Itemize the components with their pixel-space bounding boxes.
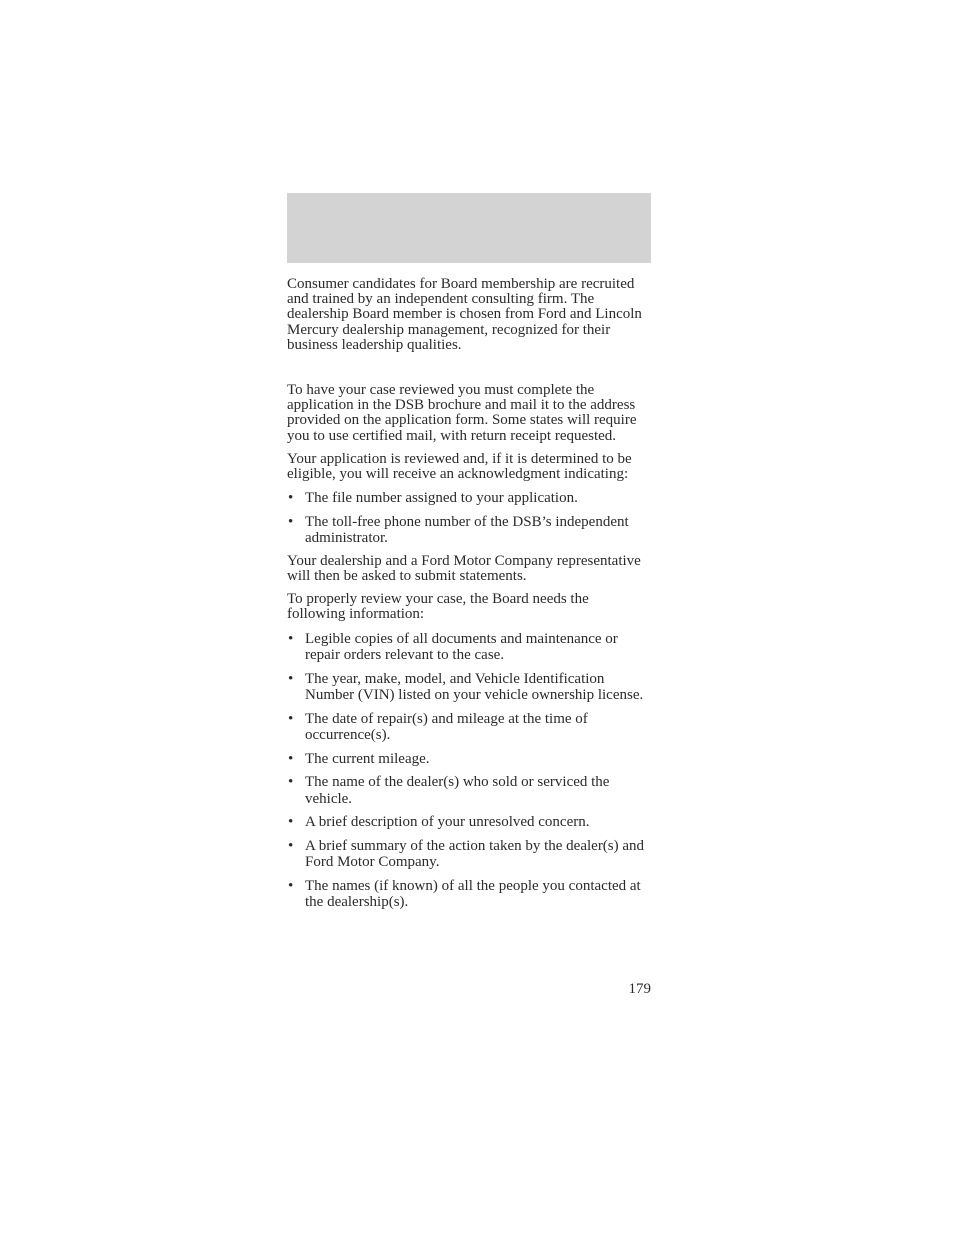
bullet-icon: • <box>288 750 294 767</box>
list-item: • The date of repair(s) and mileage at the time of occurrence(s). <box>288 710 588 744</box>
bullet-icon: • <box>288 513 294 530</box>
bullet-icon: • <box>288 837 294 854</box>
list-item: • The toll-free phone number of the DSB’s independent administrator. <box>288 513 629 547</box>
acknowledgment-list <box>287 490 649 547</box>
paragraph-case-review: To have your case reviewed you must complete the application in the DSB brochure and mail it to the address provided on the application form. Some states will require you to use certified mail, with return receipt requested. <box>287 382 637 444</box>
paragraph-application-reviewed: Your application is reviewed and, if it is determined to be eligible, you will receive an acknowledgment indicating: <box>287 450 632 483</box>
list-item: • The names (if known) of all the people you contacted at the dealership(s). <box>288 877 641 911</box>
bullet-icon: • <box>288 774 294 791</box>
list-item: • The file number assigned to your application. <box>288 490 578 507</box>
required-information-list <box>287 631 649 911</box>
list-item: • A brief description of your unresolved concern. <box>288 814 590 831</box>
paragraph-dealership-statements: Your dealership and a Ford Motor Company representative will then be asked to submit statements. <box>287 552 641 584</box>
page-number: 179 <box>628 981 651 997</box>
bullet-icon: • <box>288 814 294 831</box>
paragraph-information-needed: To properly review your case, the Board needs the following information: <box>287 591 589 623</box>
bullet-icon: • <box>288 630 294 647</box>
list-item: • The name of the dealer(s) who sold or serviced the vehicle. <box>288 774 610 807</box>
paragraph-board-membership: Consumer candidates for Board membership are recruited and trained by an independent consulting firm. The dealership Board member is chosen from Ford and Lincoln Mercury dealership management, recognized for their business leadership qualities. <box>287 276 642 353</box>
list-item: • Legible copies of all documents and maintenance or repair orders relevant to the case. <box>288 630 618 664</box>
bullet-icon: • <box>288 877 294 894</box>
list-item: • The year, make, model, and Vehicle Identification Number (VIN) listed on your vehicle ownership license. <box>288 670 644 704</box>
section-header-band <box>287 193 651 263</box>
bullet-icon: • <box>288 710 294 727</box>
list-item: • A brief summary of the action taken by the dealer(s) and Ford Motor Company. <box>288 837 645 871</box>
list-item: • The current mileage. <box>288 750 430 767</box>
page-content <box>287 277 649 918</box>
bullet-icon: • <box>288 490 294 507</box>
bullet-icon: • <box>288 670 294 687</box>
